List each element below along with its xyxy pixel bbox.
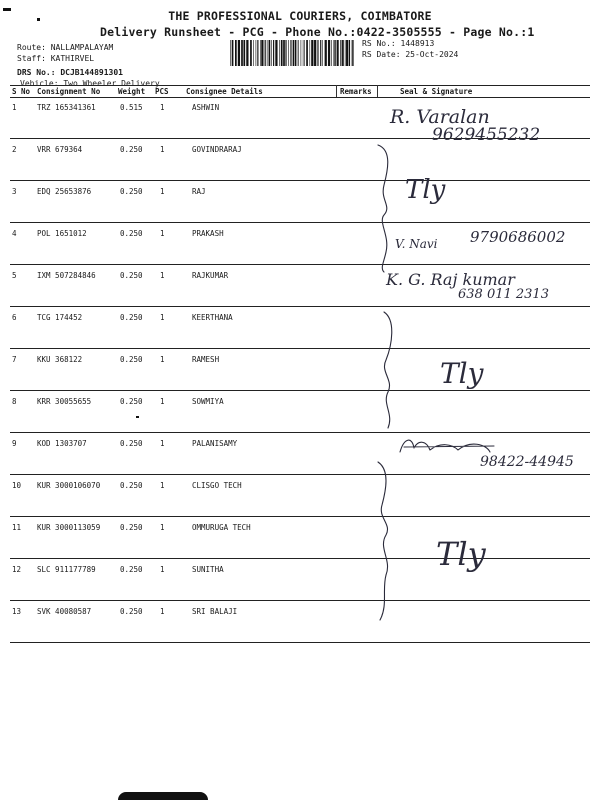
- cell-sno: 10: [12, 481, 22, 490]
- cell-consignment: KUR 3000113059: [37, 523, 101, 532]
- cell-consignment: VRR 679364: [37, 145, 83, 154]
- cell-consignee: PRAKASH: [192, 229, 224, 238]
- rs-date-label: RS Date:: [362, 50, 401, 59]
- cell-consignee: SUNITHA: [192, 565, 224, 574]
- cell-consignee: SRI BALAJI: [192, 607, 238, 616]
- col-header-pcs: PCS: [155, 87, 169, 96]
- cell-pcs: 1: [160, 397, 165, 406]
- cell-pcs: 1: [160, 145, 165, 154]
- cell-consignee: SOWMIYA: [192, 397, 224, 406]
- staff-label: Staff:: [17, 54, 46, 63]
- cell-consignee: GOVINDRARAJ: [192, 145, 242, 154]
- drs-value: DCJB144891301: [60, 68, 123, 77]
- cell-consignment: TRZ 165341361: [37, 103, 96, 112]
- cell-sno: 6: [12, 313, 17, 322]
- rs-no-label: RS No.:: [362, 39, 396, 48]
- col-header-signature: Seal & Signature: [400, 87, 473, 96]
- handwritten-phone: 9629455232: [432, 125, 541, 145]
- handwritten-name: K. G. Raj kumar: [386, 270, 515, 289]
- cell-weight: 0.515: [120, 103, 143, 112]
- signature-brace: [384, 312, 392, 428]
- staff-value: KATHIRVEL: [50, 54, 95, 63]
- scan-shadow: [118, 792, 208, 800]
- cell-sno: 8: [12, 397, 17, 406]
- runsheet-title: Delivery Runsheet - PCG - Phone No.:0422-3505555 - Page No.:1: [100, 25, 535, 39]
- cell-weight: 0.250: [120, 229, 143, 238]
- scan-speck: [136, 416, 139, 418]
- cell-consignment: KRR 30055655: [37, 397, 92, 406]
- cell-consignment: SLC 911177789: [37, 565, 96, 574]
- cell-weight: 0.250: [120, 439, 143, 448]
- cell-weight: 0.250: [120, 145, 143, 154]
- cell-weight: 0.250: [120, 607, 143, 616]
- drs-label: DRS No.:: [17, 68, 56, 77]
- cell-sno: 7: [12, 355, 17, 364]
- cell-consignee: CLISGO TECH: [192, 481, 242, 490]
- cell-weight: 0.250: [120, 523, 143, 532]
- cell-consignment: TCG 174452: [37, 313, 83, 322]
- signature-scribble: [400, 440, 494, 452]
- handwritten-phone: 638 011 2313: [458, 287, 549, 302]
- handwritten-phone: 9790686002: [470, 228, 566, 246]
- cell-weight: 0.250: [120, 565, 143, 574]
- cell-sno: 13: [12, 607, 22, 616]
- cell-consignee: RAMESH: [192, 355, 220, 364]
- cell-pcs: 1: [160, 271, 165, 280]
- cell-weight: 0.250: [120, 271, 143, 280]
- cell-weight: 0.250: [120, 397, 143, 406]
- cell-consignee: ASHWIN: [192, 103, 220, 112]
- handwritten-initials: Tly: [436, 535, 486, 573]
- cell-pcs: 1: [160, 187, 165, 196]
- handwritten-initials: Tly: [440, 357, 484, 390]
- cell-pcs: 1: [160, 439, 165, 448]
- col-header-remarks: Remarks: [340, 87, 372, 96]
- cell-sno: 3: [12, 187, 17, 196]
- route-label: Route:: [17, 43, 46, 52]
- col-header-consignee: Consignee Details: [186, 87, 263, 96]
- vehicle-label: Vehicle:: [20, 79, 59, 88]
- vehicle-value: Two Wheeler Delivery: [63, 79, 160, 88]
- handwritten-phone: 98422-44945: [480, 454, 574, 470]
- rs-no-value: 1448913: [400, 39, 435, 48]
- handwritten-initials: Tly: [405, 175, 446, 205]
- company-title: THE PROFESSIONAL COURIERS, COIMBATORE: [168, 9, 432, 23]
- cell-pcs: 1: [160, 481, 165, 490]
- cell-sno: 1: [12, 103, 17, 112]
- cell-weight: 0.250: [120, 355, 143, 364]
- handwritten-name: R. Varalan: [390, 106, 490, 128]
- rs-date-value: 25-Oct-2024: [405, 50, 459, 59]
- route-value: NALLAMPALAYAM: [50, 43, 114, 52]
- cell-consignment: IXM 507284846: [37, 271, 96, 280]
- cell-consignment: POL 1651012: [37, 229, 87, 238]
- cell-pcs: 1: [160, 523, 165, 532]
- cell-consignee: OMMURUGA TECH: [192, 523, 251, 532]
- cell-consignee: KEERTHANA: [192, 313, 233, 322]
- cell-pcs: 1: [160, 565, 165, 574]
- cell-pcs: 1: [160, 313, 165, 322]
- cell-consignee: RAJKUMAR: [192, 271, 229, 280]
- cell-sno: 5: [12, 271, 17, 280]
- scan-speck: [3, 8, 11, 11]
- cell-consignment: EDQ 25653876: [37, 187, 92, 196]
- cell-weight: 0.250: [120, 313, 143, 322]
- cell-pcs: 1: [160, 607, 165, 616]
- handwritten-name: V. Navi: [395, 237, 438, 251]
- cell-weight: 0.250: [120, 187, 143, 196]
- cell-pcs: 1: [160, 229, 165, 238]
- cell-pcs: 1: [160, 355, 165, 364]
- cell-consignment: KOD 1303707: [37, 439, 87, 448]
- cell-sno: 12: [12, 565, 22, 574]
- cell-weight: 0.250: [120, 481, 143, 490]
- cell-consignment: SVK 40080587: [37, 607, 92, 616]
- cell-consignment: KKU 368122: [37, 355, 83, 364]
- col-header-weight: Weight: [118, 87, 146, 96]
- signature-brace: [378, 462, 388, 620]
- cell-sno: 11: [12, 523, 22, 532]
- cell-consignee: PALANISAMY: [192, 439, 238, 448]
- cell-sno: 2: [12, 145, 17, 154]
- cell-consignment: KUR 3000106070: [37, 481, 101, 490]
- cell-sno: 4: [12, 229, 17, 238]
- signature-brace: [378, 145, 388, 272]
- col-header-sno: S No: [12, 87, 31, 96]
- cell-sno: 9: [12, 439, 17, 448]
- cell-pcs: 1: [160, 103, 165, 112]
- cell-consignee: RAJ: [192, 187, 206, 196]
- scan-speck: [37, 18, 40, 21]
- col-header-consignment: Consignment No: [37, 87, 101, 96]
